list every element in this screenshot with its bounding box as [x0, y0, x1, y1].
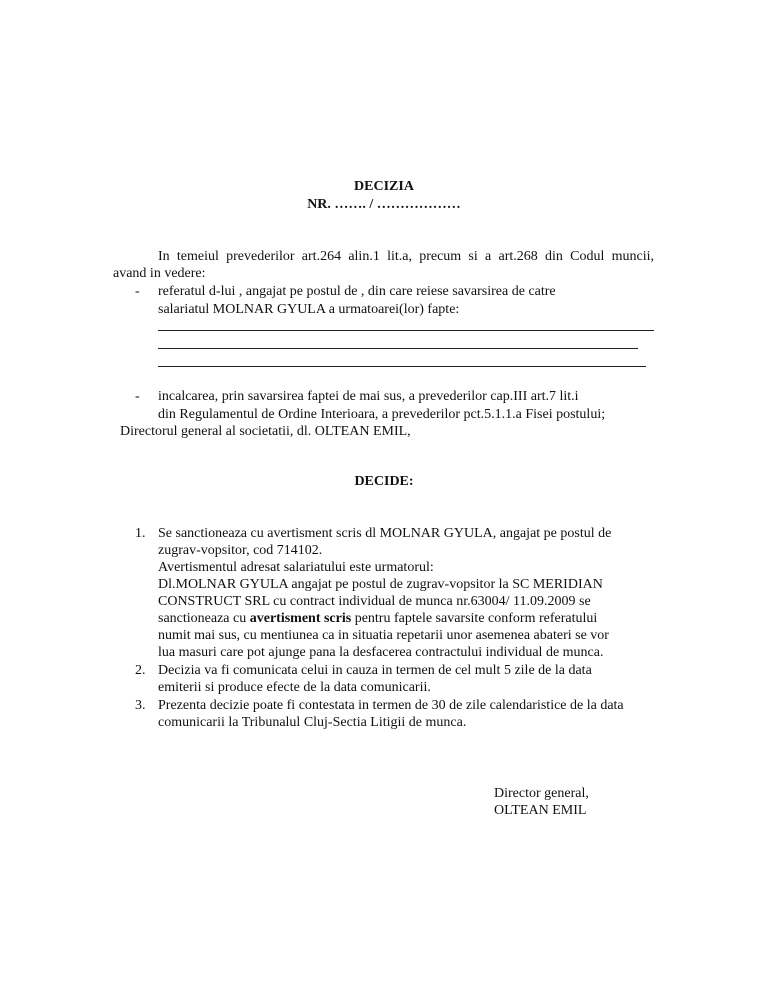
article-number: 1.: [135, 526, 146, 541]
article-1-line-6-suffix: pentru faptele savarsite conform referatului: [351, 611, 598, 626]
consideration-2-line-2: din Regulamentul de Ordine Interioara, a prevederilor pct.5.1.1.a Fisei postului;: [158, 407, 606, 422]
article-3-line-1: Prezenta decizie poate fi contestata in termen de 30 de zile calendaristice de la data: [158, 698, 624, 713]
article-1-line-7: numit mai sus, cu mentiunea ca in situatia repetarii unor asemenea abateri se vor: [158, 628, 609, 643]
article-2-line-2: emiterii si produce efecte de la data comunicarii.: [158, 680, 431, 695]
article-1-line-3: Avertismentul adresat salariatului este urmatorul:: [158, 560, 434, 575]
article-1-line-4: Dl.MOLNAR GYULA angajat pe postul de zugrav-vopsitor la SC MERIDIAN: [158, 577, 603, 592]
article-2-line-1: Decizia va fi comunicata celui in cauza in termen de cel mult 5 zile de la data: [158, 663, 592, 678]
document-title: DECIZIA: [354, 179, 414, 194]
consideration-2-line-1: incalcarea, prin savarsirea faptei de mai sus, a prevederilor cap.III art.7 lit.i: [158, 389, 579, 404]
article-number: 2.: [135, 663, 146, 678]
bullet-dash: -: [135, 389, 140, 404]
article-1-line-8: lua masuri care pot ajunge pana la desfacerea contractului individual de munca.: [158, 645, 604, 660]
article-1-line-2: zugrav-vopsitor, cod 714102.: [158, 543, 323, 558]
consideration-1-line-2: salariatul MOLNAR GYULA a urmatoarei(lor) fapte:: [158, 302, 460, 317]
article-number: 3.: [135, 698, 146, 713]
signature-name: OLTEAN EMIL: [494, 803, 587, 818]
article-3-line-2: comunicarii la Tribunalul Cluj-Sectia Litigii de munca.: [158, 715, 467, 730]
blank-fill-line: [158, 330, 654, 331]
blank-fill-line: [158, 348, 638, 349]
article-1-line-6-prefix: sanctioneaza cu: [158, 611, 250, 626]
article-1-line-6: [158, 610, 597, 627]
intro-line-1: In temeiul prevederilor art.264 alin.1 lit.a, precum si a art.268 din Codul muncii,: [158, 249, 654, 264]
bullet-dash: -: [135, 284, 140, 299]
sanction-emphasis: avertisment scris: [249, 611, 352, 626]
intro-line-2: avand in vedere:: [113, 266, 206, 281]
article-1-line-5: CONSTRUCT SRL cu contract individual de munca nr.63004/ 11.09.2009 se: [158, 594, 591, 609]
decision-number: NR. ……. / ………………: [307, 197, 461, 212]
consideration-1-line-1: referatul d-lui , angajat pe postul de , din care reiese savarsirea de catre: [158, 284, 556, 299]
director-statement: Directorul general al societatii, dl. OLTEAN EMIL,: [120, 424, 411, 439]
decide-heading: DECIDE:: [354, 474, 414, 489]
article-1-line-1: Se sanctioneaza cu avertisment scris dl MOLNAR GYULA, angajat pe postul de: [158, 526, 612, 541]
blank-fill-line: [158, 366, 646, 367]
signature-role: Director general,: [494, 786, 589, 801]
